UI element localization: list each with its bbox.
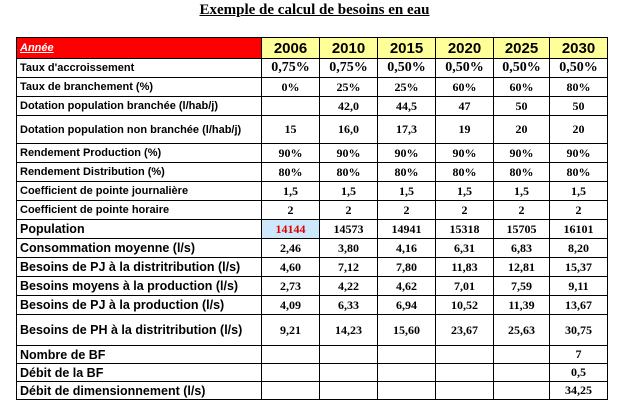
- value-cell: 15: [262, 116, 320, 144]
- row-label: Taux d'accroissement: [17, 59, 262, 78]
- value-cell: 6,83: [494, 239, 550, 258]
- value-cell: 1,5: [550, 182, 608, 201]
- value-cell: 1,5: [436, 182, 494, 201]
- value-cell: 25,63: [494, 315, 550, 346]
- value-cell: 2: [378, 201, 436, 220]
- value-cell: [494, 364, 550, 382]
- year-cell: 2006: [262, 38, 320, 59]
- value-cell: 0,50%: [378, 59, 436, 78]
- value-cell: 80%: [320, 163, 378, 182]
- value-cell: 0,50%: [494, 59, 550, 78]
- value-cell: [320, 364, 378, 382]
- value-cell: 7,01: [436, 277, 494, 296]
- value-cell: 16,0: [320, 116, 378, 144]
- year-cell: 2030: [550, 38, 608, 59]
- value-cell: 50: [494, 97, 550, 116]
- value-cell: 14941: [378, 220, 436, 239]
- table-row: [17, 182, 608, 201]
- row-label: Besoins de PH à la distritribution (l/s): [17, 315, 262, 346]
- value-cell: 9,11: [550, 277, 608, 296]
- table-row: [17, 78, 608, 97]
- value-cell: 4,22: [320, 277, 378, 296]
- value-cell: 2: [550, 201, 608, 220]
- table-row: [17, 201, 608, 220]
- value-cell: 80%: [378, 163, 436, 182]
- year-cell: 2015: [378, 38, 436, 59]
- value-cell: [262, 364, 320, 382]
- row-label: Dotation population non branchée (l/hab/j): [17, 116, 262, 144]
- value-cell: 80%: [550, 78, 608, 97]
- row-label: Besoins moyens à la production (l/s): [17, 277, 262, 296]
- value-cell: 80%: [262, 163, 320, 182]
- value-cell: 34,25: [550, 382, 608, 400]
- value-cell: 90%: [262, 144, 320, 163]
- value-cell: 7,59: [494, 277, 550, 296]
- table-row: [17, 315, 608, 346]
- value-cell: [378, 346, 436, 364]
- value-cell: [436, 364, 494, 382]
- value-cell: 14573: [320, 220, 378, 239]
- value-cell: [262, 346, 320, 364]
- value-cell: [494, 346, 550, 364]
- table-row: [17, 382, 608, 400]
- header-row: [17, 38, 608, 59]
- value-cell: 6,31: [436, 239, 494, 258]
- value-cell: 0,50%: [550, 59, 608, 78]
- row-label: Rendement Production (%): [17, 144, 262, 163]
- row-label: Dotation population branchée (l/hab/j): [17, 97, 262, 116]
- value-cell: 10,52: [436, 296, 494, 315]
- value-cell: 60%: [494, 78, 550, 97]
- table-row: [17, 59, 608, 78]
- value-cell: 2: [320, 201, 378, 220]
- value-cell: 11,83: [436, 258, 494, 277]
- table-row: [17, 239, 608, 258]
- value-cell: 42,0: [320, 97, 378, 116]
- value-cell: 4,60: [262, 258, 320, 277]
- value-cell: 25%: [378, 78, 436, 97]
- table-row: [17, 296, 608, 315]
- value-cell: 0%: [262, 78, 320, 97]
- row-label: Besoins de PJ à la distritribution (l/s): [17, 258, 262, 277]
- value-cell: 7,12: [320, 258, 378, 277]
- row-label: Débit de la BF: [17, 364, 262, 382]
- value-cell: [494, 382, 550, 400]
- value-cell: 2,73: [262, 277, 320, 296]
- value-cell: 50: [550, 97, 608, 116]
- value-cell: 0,75%: [262, 59, 320, 78]
- value-cell: 2,46: [262, 239, 320, 258]
- value-cell: 80%: [494, 163, 550, 182]
- value-cell: 15318: [436, 220, 494, 239]
- population-highlight-cell: 14144: [262, 220, 320, 239]
- value-cell: [436, 382, 494, 400]
- value-cell: [262, 97, 320, 116]
- value-cell: 20: [550, 116, 608, 144]
- value-cell: 90%: [320, 144, 378, 163]
- value-cell: [378, 382, 436, 400]
- value-cell: 2: [262, 201, 320, 220]
- value-cell: 7,80: [378, 258, 436, 277]
- value-cell: 4,62: [378, 277, 436, 296]
- row-label: Nombre de BF: [17, 346, 262, 364]
- table-row: [17, 258, 608, 277]
- value-cell: 80%: [436, 163, 494, 182]
- year-cell: 2020: [436, 38, 494, 59]
- value-cell: 15,37: [550, 258, 608, 277]
- value-cell: 14,23: [320, 315, 378, 346]
- table-row: [17, 277, 608, 296]
- row-label: Rendement Distribution (%): [17, 163, 262, 182]
- value-cell: 90%: [550, 144, 608, 163]
- value-cell: 25%: [320, 78, 378, 97]
- value-cell: [378, 364, 436, 382]
- value-cell: 2: [436, 201, 494, 220]
- value-cell: 23,67: [436, 315, 494, 346]
- value-cell: 19: [436, 116, 494, 144]
- value-cell: 7: [550, 346, 608, 364]
- table-row: [17, 116, 608, 144]
- row-label: Besoins de PJ à la production (l/s): [17, 296, 262, 315]
- table-row: [17, 346, 608, 364]
- value-cell: [262, 382, 320, 400]
- value-cell: [320, 346, 378, 364]
- value-cell: 0,50%: [436, 59, 494, 78]
- year-cell: 2010: [320, 38, 378, 59]
- table-row: [17, 144, 608, 163]
- value-cell: 17,3: [378, 116, 436, 144]
- value-cell: 16101: [550, 220, 608, 239]
- value-cell: 4,16: [378, 239, 436, 258]
- value-cell: 80%: [550, 163, 608, 182]
- value-cell: 1,5: [378, 182, 436, 201]
- table-row: [17, 220, 608, 239]
- table-row: [17, 364, 608, 382]
- value-cell: 60%: [436, 78, 494, 97]
- row-label: Taux de branchement (%): [17, 78, 262, 97]
- value-cell: 11,39: [494, 296, 550, 315]
- value-cell: 90%: [436, 144, 494, 163]
- row-label: Consommation moyenne (l/s): [17, 239, 262, 258]
- value-cell: 8,20: [550, 239, 608, 258]
- page-title: Exemple de calcul de besoins en eau: [199, 2, 430, 18]
- value-cell: 13,67: [550, 296, 608, 315]
- value-cell: 15705: [494, 220, 550, 239]
- row-label: Coefficient de pointe horaire: [17, 201, 262, 220]
- water-needs-table: [16, 37, 608, 400]
- value-cell: [436, 346, 494, 364]
- value-cell: 15,60: [378, 315, 436, 346]
- row-label: Population: [17, 220, 262, 239]
- value-cell: [320, 382, 378, 400]
- table-row: [17, 97, 608, 116]
- value-cell: 6,94: [378, 296, 436, 315]
- value-cell: 30,75: [550, 315, 608, 346]
- value-cell: 4,09: [262, 296, 320, 315]
- value-cell: 90%: [494, 144, 550, 163]
- value-cell: 0,75%: [320, 59, 378, 78]
- value-cell: 90%: [378, 144, 436, 163]
- value-cell: 12,81: [494, 258, 550, 277]
- value-cell: 20: [494, 116, 550, 144]
- table-row: [17, 163, 608, 182]
- value-cell: 6,33: [320, 296, 378, 315]
- value-cell: 9,21: [262, 315, 320, 346]
- value-cell: 1,5: [262, 182, 320, 201]
- value-cell: 47: [436, 97, 494, 116]
- year-cell: 2025: [494, 38, 550, 59]
- value-cell: 2: [494, 201, 550, 220]
- header-label: Année: [17, 38, 262, 59]
- value-cell: 1,5: [494, 182, 550, 201]
- value-cell: 3,80: [320, 239, 378, 258]
- value-cell: 0,5: [550, 364, 608, 382]
- value-cell: 44,5: [378, 97, 436, 116]
- row-label: Débit de dimensionnement (l/s): [17, 382, 262, 400]
- row-label: Coefficient de pointe journalière: [17, 182, 262, 201]
- value-cell: 1,5: [320, 182, 378, 201]
